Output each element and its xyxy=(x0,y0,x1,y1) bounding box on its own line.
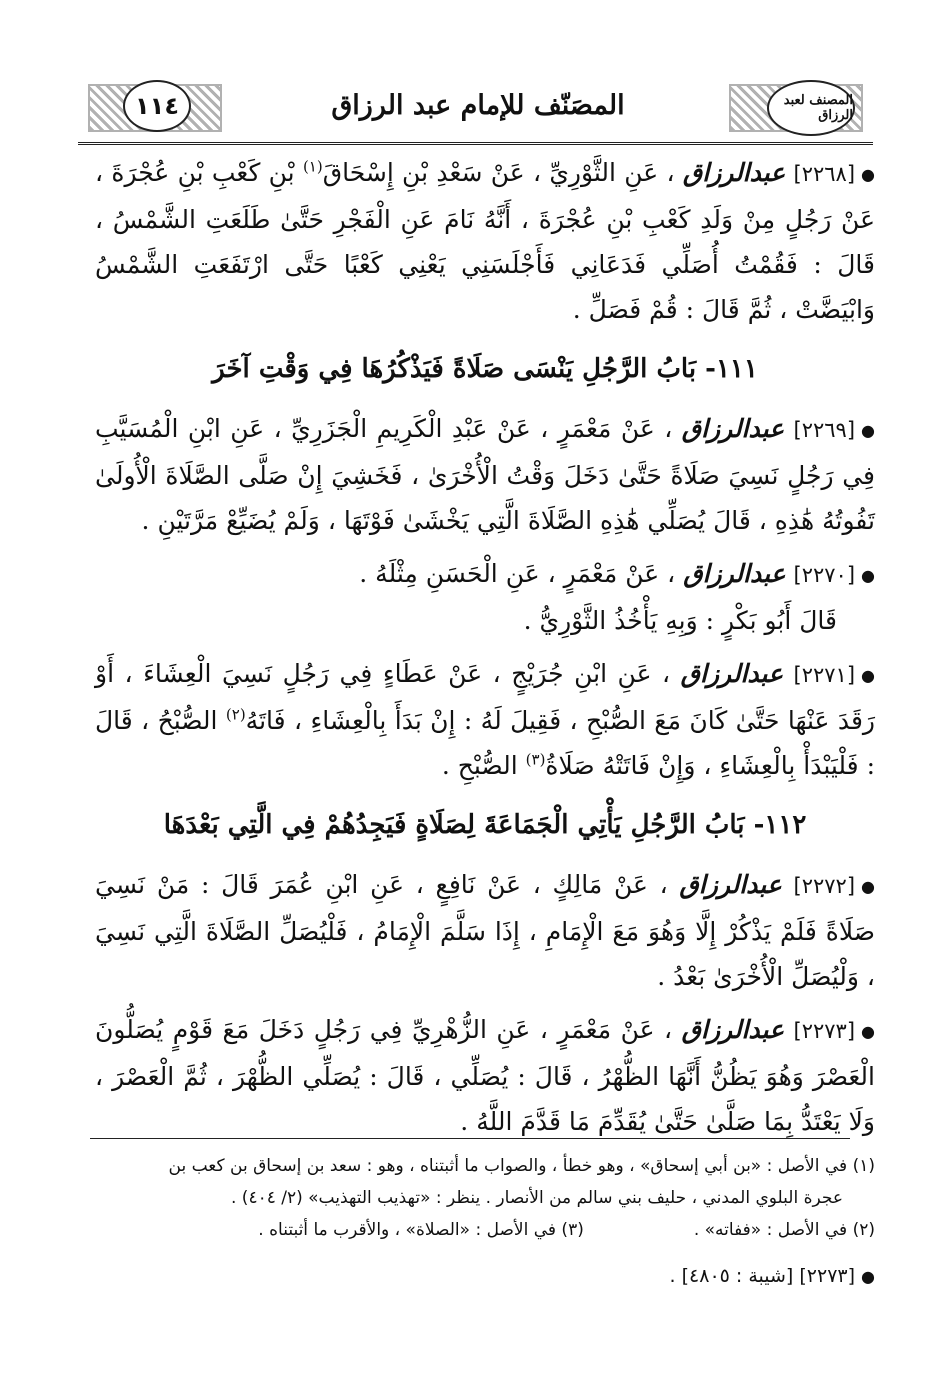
hadith-2270 xyxy=(95,551,875,598)
hadith-2273 xyxy=(95,1007,875,1144)
bullet-icon: ● xyxy=(861,877,875,896)
bullet-icon: ● xyxy=(861,421,875,440)
hadith-text: ، عَنِ ابْنِ جُرَيْجٍ ، عَنْ عَطَاءٍ فِي رَجُلٍ نَسِيَ الْعِشَاءَ ، أَوْ رَقَدَ عَنْهَا حَتَّىٰ كَانَ مَعَ الصُّبْحِ ، فَقِيلَ لَهُ : إِنْ بَدَأَ بِالْعِشَاءِ ، فَاتَهُ xyxy=(95,659,875,735)
narrator: عبدالرزاق xyxy=(679,870,782,899)
main-text xyxy=(95,150,875,1152)
hadith-number: [٢٢٧٣] xyxy=(793,1019,856,1043)
footnote-1: (١) في الأصل : «بن أبي إسحاق» ، وهو خطأ ، والصواب ما أثبتناه ، وهو : سعد بن إسحاق بن كعب بن xyxy=(168,1156,875,1176)
footnote-1-continued: عجرة البلوي المدني ، حليف بني سالم من الأنصار . ينظر : «تهذيب التهذيب» (٢/ ٤٠٤) . xyxy=(230,1188,843,1208)
narrator: عبدالرزاق xyxy=(681,1015,784,1044)
page-number: ١١٤ xyxy=(123,80,191,132)
hadith-text: ، عَنْ مَعْمَرٍ ، عَنْ عَبْدِ الْكَرِيمِ الْجَزَرِيِّ ، عَنِ ابْنِ الْمُسَيَّبِ فِي رَجُلٍ نَسِيَ صَلَاةً حَتَّىٰ دَخَلَ وَقْتُ الْأُخْرَىٰ ، فَخَشِيَ إِنْ صَلَّى الصَّلَاةَ الْأُولَىٰ تَفُوتُهُ هَٰذِهِ ، قَالَ يُصَلِّي هَٰذِهِ الصَّلَاةَ الَّتِي يَخْشَىٰ فَوْتَهَا ، وَلَمْ يُضَيِّعْ مَرَّتَيْنِ . xyxy=(95,414,875,535)
source-reference xyxy=(95,1260,875,1293)
hadith-number: [٢٢٦٨] xyxy=(793,162,856,186)
hadith-number: [٢٢٧١] xyxy=(793,663,856,687)
footnote-ref[interactable]: (١) xyxy=(302,157,323,176)
hadith-text: ، عَنْ مَعْمَرٍ ، عَنِ الْحَسَنِ مِثْلَهُ . xyxy=(359,559,676,588)
hadith-2269 xyxy=(95,406,875,543)
narrator: عبدالرزاق xyxy=(680,659,783,688)
running-header xyxy=(78,72,873,145)
hadith-2268 xyxy=(95,150,875,332)
footnote-3: (٣) في الأصل : «الصلاة» ، والأقرب ما أثبتناه . xyxy=(258,1220,584,1240)
hadith-2271 xyxy=(95,651,875,788)
narrator: عبدالرزاق xyxy=(683,559,786,588)
commentary: قَالَ أَبُو بَكْرٍ : وَبِهِ يَأْخُذُ الثَّوْرِيُّ . xyxy=(523,606,837,635)
bullet-icon: ● xyxy=(861,666,876,685)
footnote-divider xyxy=(90,1138,850,1139)
footnote-row xyxy=(95,1214,875,1246)
hadith-text: ، عَنْ مَعْمَرٍ ، عَنِ الزُّهْرِيِّ فِي رَجُلٍ دَخَلَ مَعَ قَوْمٍ يُصَلُّونَ الْعَصْرَ وَهُوَ يَظُنُّ أَنَّهَا الظُّهْرُ ، قَالَ : يُصَلِّي ، قَالَ : يُصَلِّي الظُّهْرَ ، ثُمَّ الْعَصْرَ ، وَلَا يَعْتَدُّ بِمَا صَلَّىٰ حَتَّىٰ يُقَدِّمَ مَا قَدَّمَ اللَّهُ . xyxy=(95,1015,875,1136)
chapter-heading-112: ١١٢- بَابُ الرَّجُلِ يَأْتِي الْجَمَاعَةَ لِصَلَاةٍ فَيَجِدُهُمْ فِي الَّتِي بَعْدَهَا xyxy=(163,810,807,840)
hadith-number: [٢٢٧٢] xyxy=(793,874,856,898)
footnotes xyxy=(95,1150,875,1293)
footnote-ref[interactable]: (٣) xyxy=(525,750,546,769)
book-title: المصَنّف للإمام عبد الرزاق xyxy=(331,90,625,121)
hadith-text: بْنِ كَعْبِ بْنِ عُجْرَةَ ، عَنْ رَجُلٍ مِنْ وَلَدِ كَعْبِ بْنِ عُجْرَةَ ، أَنَّهُ نَامَ عَنِ الْفَجْرِ حَتَّىٰ طَلَعَتِ الشَّمْسُ ، قَالَ : فَقُمْتُ أُصَلِّي فَدَعَانِي فَأَجْلَسَنِي يَعْنِي كَعْبًا حَتَّى ارْتَفَعَتِ الشَّمْسُ وَابْيَضَّتْ ، ثُمَّ قَالَ : قُمْ فَصَلِّ . xyxy=(95,158,875,324)
hadith-text: ، عَنْ مَالِكٍ ، عَنْ نَافِعٍ ، عَنِ ابْنِ عُمَرَ قَالَ : مَنْ نَسِيَ صَلَاةً فَلَمْ يَذْكُرْ إِلَّا وَهُوَ مَعَ الْإِمَامِ ، إِذَا سَلَّمَ الْإِمَامُ ، فَلْيُصَلِّ الصَّلَاةَ الَّتِي نَسِيَ ، وَلْيُصَلِّ الْأُخْرَىٰ بَعْدُ . xyxy=(95,870,875,991)
narrator: عبدالرزاق xyxy=(681,414,785,443)
bullet-icon: ● xyxy=(861,1022,875,1041)
hadith-number: [٢٢٧٠] xyxy=(793,563,856,587)
hadith-text: ، عَنِ الثَّوْرِيِّ ، عَنْ سَعْدِ بْنِ إِسْحَاقَ xyxy=(322,158,675,187)
narrator: عبدالرزاق xyxy=(682,158,786,187)
hadith-text: الصُّبْحُ ، قَالَ : فَلْيَبْدَأْ بِالْعِشَاءِ ، وَإِنْ فَاتَتْهُ صَلَاةُ xyxy=(95,706,875,780)
bullet-icon: ● xyxy=(861,1266,875,1286)
hadith-number: [٢٢٦٩] xyxy=(793,418,856,442)
hadith-text: الصُّبْحِ . xyxy=(441,751,518,780)
footnote-2: (٢) في الأصل : «ففاته» . xyxy=(693,1220,875,1240)
footnote-ref[interactable]: (٢) xyxy=(225,705,246,724)
bullet-icon: ● xyxy=(861,566,875,585)
book-seal: المصنف لعبد الرزاق xyxy=(767,80,855,136)
bullet-icon: ● xyxy=(861,165,876,184)
source-text: [٢٢٧٣] [شيبة : ٤٨٠٥] . xyxy=(669,1265,856,1287)
hadith-2272 xyxy=(95,862,875,999)
chapter-heading-111: ١١١- بَابُ الرَّجُلِ يَنْسَى صَلَاةً فَيَذْكُرُهَا فِي وَقْتِ آخَرَ xyxy=(212,354,758,384)
